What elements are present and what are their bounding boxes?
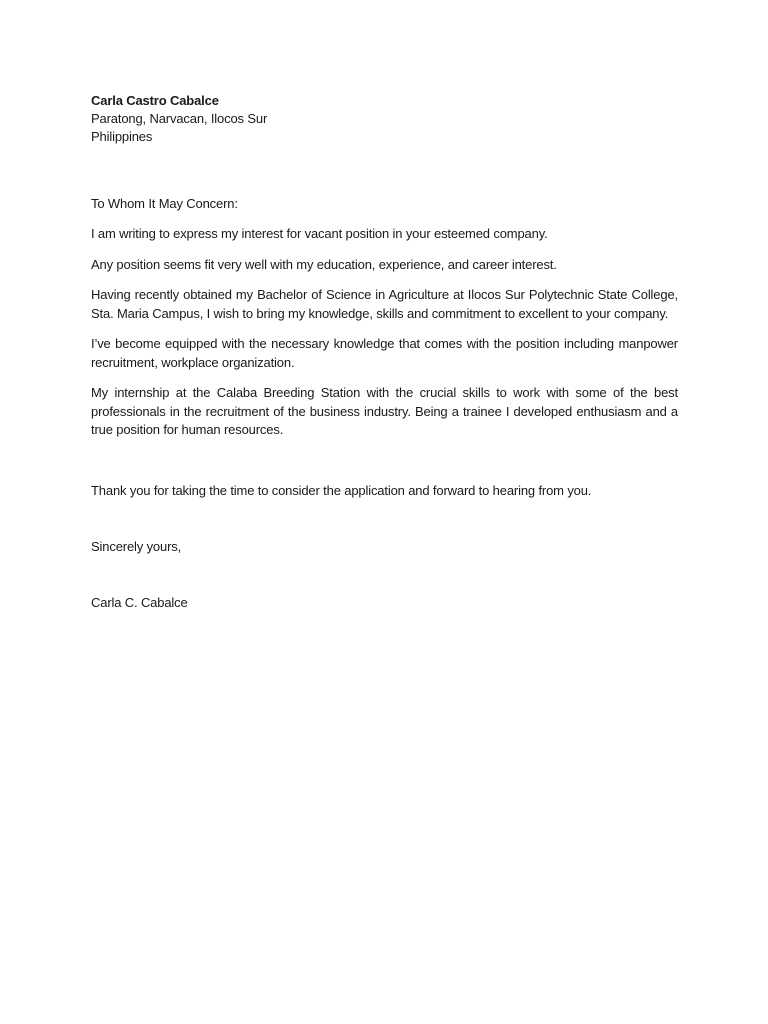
body-paragraph-3: Having recently obtained my Bachelor of Science in Agriculture at Ilocos Sur Polytechnic State College, Sta. Maria Campus, I wish to bring my knowledge, skills and commitment to excellent to your company. bbox=[91, 287, 678, 321]
thanks-line: Thank you for taking the time to consider the application and forward to hearing from you. bbox=[91, 482, 592, 498]
sender-country: Philippines bbox=[91, 129, 153, 144]
body-paragraph-5: My internship at the Calaba Breeding Station with the crucial skills to work with some of the best professionals in the recruitment of the business industry. Being a trainee I developed enthusiasm and a true position for human resources. bbox=[91, 385, 678, 437]
signature-name: Carla C. Cabalce bbox=[91, 594, 188, 610]
body-paragraph-2: Any position seems fit very well with my education, experience, and career interest. bbox=[91, 256, 557, 272]
salutation: To Whom It May Concern: bbox=[91, 196, 238, 211]
body-paragraph-4: I’ve become equipped with the necessary knowledge that comes with the position including manpower recruitment, workplace organization. bbox=[91, 336, 678, 370]
sender-name: Carla Castro Cabalce bbox=[91, 93, 219, 108]
body-paragraph-1: I am writing to express my interest for vacant position in your esteemed company. bbox=[91, 226, 548, 241]
sender-address: Paratong, Narvacan, Ilocos Sur bbox=[91, 111, 268, 126]
closing: Sincerely yours, bbox=[91, 538, 182, 554]
cover-letter bbox=[91, 92, 678, 612]
